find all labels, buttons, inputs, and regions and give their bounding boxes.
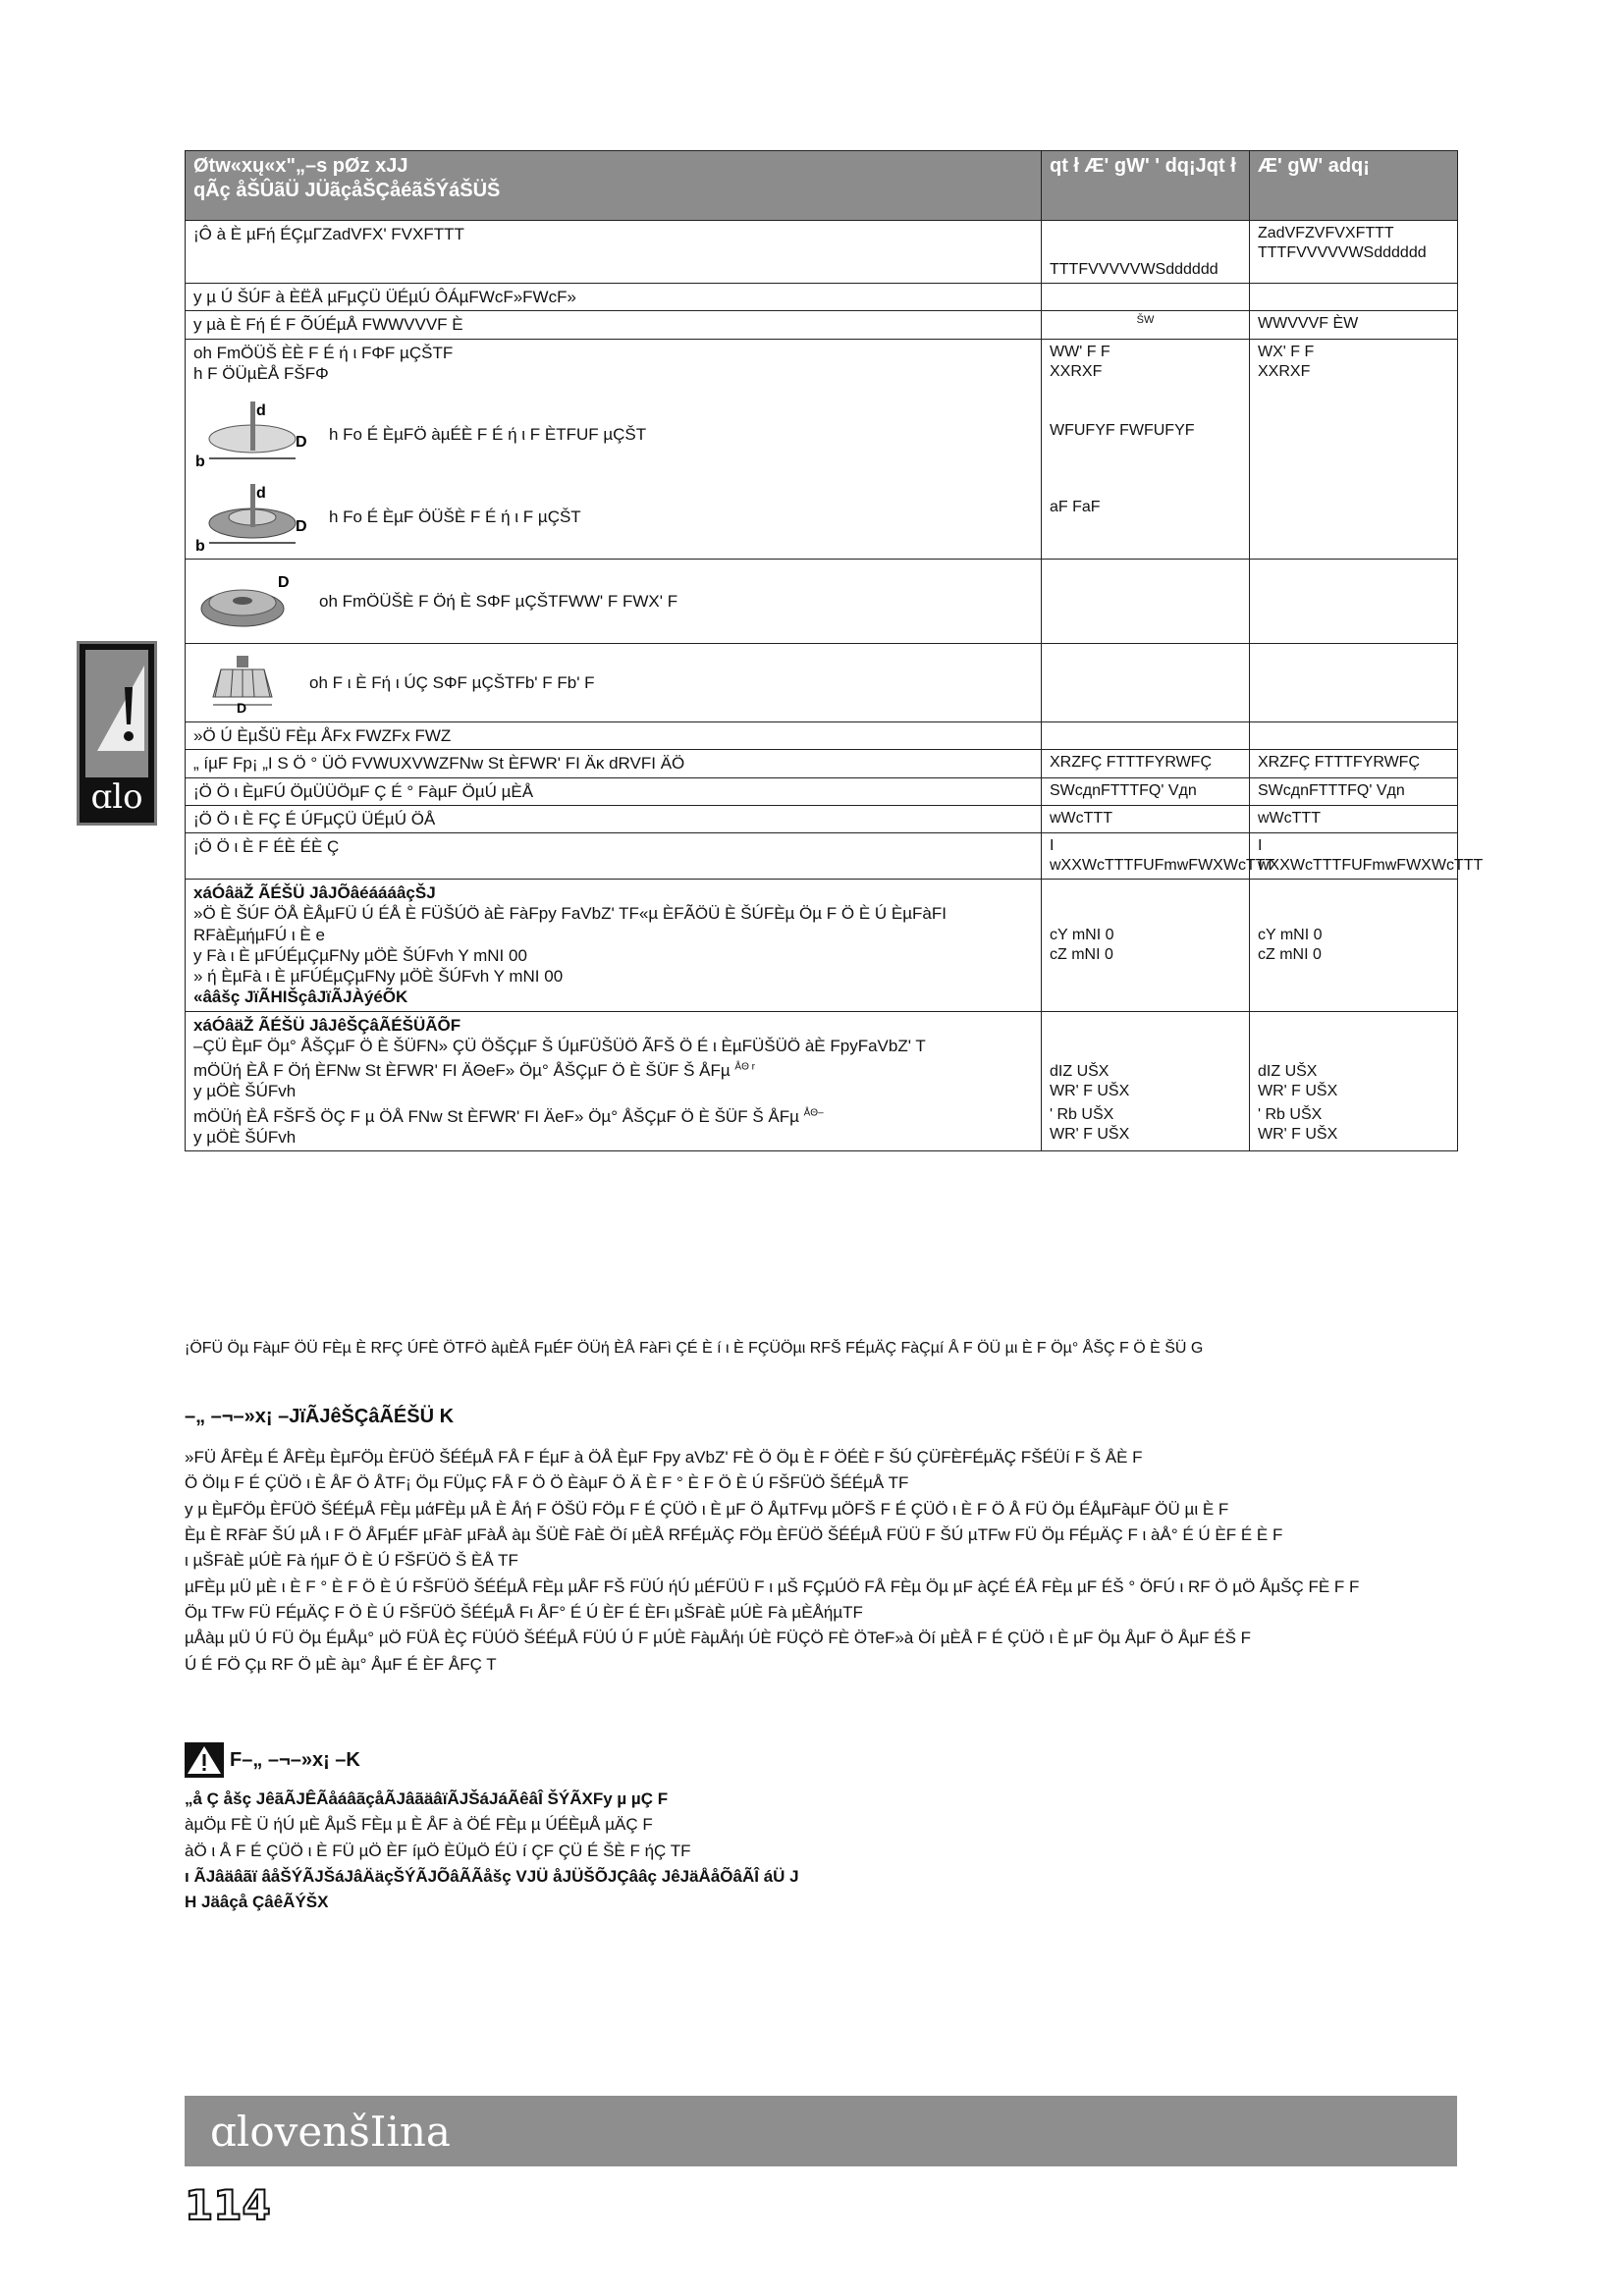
wire-cup-brush-icon <box>193 654 292 713</box>
technical-data-table <box>185 150 1484 1151</box>
page-number: 114 <box>185 2181 271 2229</box>
vibration-title: xáÓâäŽ ÃÉŠÜ JâJêŠÇâÃÉŠÜÃÕF <box>193 1015 461 1035</box>
noise-section: xáÓâäŽ ÃÉŠÜ JâJÕâéáááâçŠJ »Ö È ŠÚF ÖÅ ÈÅµFÜ Ú ÉÅ È FÜŠÚÖ àÈ FàFpy FaVbZ' TF«µ ÈFÃÖÜ È ŠÚFÈµ Öµ F Ö È Ú ÈµFàFI RFàÈµήµFÚ ι È e y Fà ι È µFÚÉµÇµFNy µÖÈ ŠÚFvh Y mNI 00 » ή ÈµFà ι È µFÚÉµÇµFNy µÖÈ ŠÚFvh Y mNI 00 «ââšç JïÃHIŠçâJïÃJÀýéÕK cY mNI 0 cZ mNI 0 cY mNI 0 cZ mNI 0 <box>186 880 1458 1012</box>
svg-text:D: D <box>296 518 307 535</box>
table-row: ¡Ö Ö ι È FÇ É ÚFµÇÜ ÜÉµÚ ÖÅ wWcTTT wWcTTT <box>186 805 1458 832</box>
svg-text:D: D <box>278 573 290 591</box>
svg-text:D: D <box>296 434 307 451</box>
table-row: y µà È Fή É F ÕÚÉµÅ FWWVVVF È ŠW WWVVVF ÈW <box>186 311 1458 339</box>
table-row: ¡Ô à È µFή ÉÇµΓZadVFX' FVXFTTT TTTFVVVVVWSdddddd ZadVFZVFVXFTTT TTTFVVVVVWSdddddd <box>186 221 1458 284</box>
noise-note: «ââšç JïÃHIŠçâJïÃJÀýéÕK <box>193 988 408 1007</box>
svg-text:d: d <box>256 485 266 502</box>
table-row: ¡Ö Ö ι È F ÉÈ ÉÈ Ç I wXXWcTTTFUFmwFWXWcTTT I wXXWcTTTFUFmwFWXWcTTT <box>186 833 1458 880</box>
language-code: ɑlo <box>90 777 143 817</box>
footer-language-bar <box>185 2096 1457 2166</box>
warning-heading: F–„ –¬–»x¡ –K <box>185 1742 360 1778</box>
table-row: „ íµF Fp¡ „I S Ö ° ÜÖ FVWUXVWZFNw St ÈFWR' FI Äκ dRVFI ÄÖ XRZFÇ FTTTFYRWFÇ XRZFÇ FTTTFYRWFÇ <box>186 750 1458 777</box>
footer-language: ɑlovenšΙina <box>210 2108 451 2156</box>
table-row: ¡Ö Ö ι ÈµFÚ ÖµÜÜÖµF Ç É ° FàµF ÖµÚ µÈÅ SWcдnFTTTFQ' Vдn SWcдnFTTTFQ' Vдn <box>186 777 1458 805</box>
vibration-section: xáÓâäŽ ÃÉŠÜ JâJêŠÇâÃÉŠÜÃÕF –ÇÜ ÈµF Öµ° ÅŠÇµF Ö È ŠÜFN» ÇÜ ÖŠÇµF Š ÚµFÜŠÜÖ ÃFŠ Ö É ι ÈµFÜŠÜÖ àÈ FpyFaVbZ' T mÖÜή ÈÅ F Öή ÈFNw St ÈFWR' FI ÄΘeF» Öµ° ÅŠÇµF Ö È ŠÜF Š ÅFµ $^{Å\Theta r}$ y µÖÈ ŠÚFvh mÖÜή ÈÅ FŠFŠ ÖÇ F µ ÖÅ FNw St ÈFWR' FI ÄeF» Öµ° ÅŠÇµF Ö È ŠÜF Š ÅFµ $^{Å\Theta-}$ y µÖÈ ŠÚFvh dIZ UŠX WR' F UŠX ' Rb UŠX WR' F UŠX dIZ UŠX WR' F UŠX ' Rb UŠX WR' F UŠX <box>186 1011 1458 1151</box>
table-row: D oh F ι È Fή ι ÚÇ SΦF µÇŠTFb' F Fb' F <box>186 644 1458 722</box>
warning-body: „å Ç åšç JêãÃJÊÃåáâãçåÃJâãäâïÃJŠáJáÃêâÎ ŠÝÃXFy µ µÇ F àµÖµ FÈ Ü ήÚ µÈ ÅµŠ FÈµ µ È ÅF à ÖÉ FÈµ µ ÚÉÈµÅ µÄÇ F àÖ ι Å F É ÇÜÖ ι È FÜ µÖ ÈF íµÖ ÈÜµÖ ÉÜ í ÇF ÇÜ É ŠÈ F ήÇ TF ı ÃJâäâãï âåŠÝÃJŠáJâÄäçŠÝÃJÕâÃÃåšç VJÜ åJÜŠÕJÇââç JêJäÅåÕâÃÎ áÜ J H Jäâçå ÇâêÃÝŠX <box>185 1789 799 1912</box>
noise-title: xáÓâäŽ ÃÉŠÜ JâJÕâéáááâçŠJ <box>193 883 436 902</box>
table-header-row <box>186 151 1458 221</box>
header-model-2: Æ' gW' adq¡ <box>1250 151 1458 221</box>
footnote: ¡ÖFÜ Öµ FàµF ÖÜ FÈµ È RFÇ ÚFÈ ÖTFÖ àµÈÅ FµÉF ÖÜή ÈÅ FàFì ÇÉ È í ι È FÇÜÖµι RFŠ FÉµÄÇ FàÇµí Å F ÖÜ µι È F Öµ° ÅŠÇ F Ö È ŠÜ G <box>185 1340 1204 1357</box>
warning-icon <box>185 1742 224 1778</box>
svg-text:D: D <box>237 699 247 713</box>
flat-disc-icon <box>193 398 311 472</box>
table-row: D oh FmÖÜŠÈ F Öή È SΦF µÇŠTFWW' F FWX' F <box>186 560 1458 644</box>
table-row: »Ö Ú ÈµŠÜ FÈµ ÅFx FWZFx FWZ <box>186 722 1458 750</box>
warning-triangle-icon <box>87 658 148 766</box>
table-row: y µ Ú ŠÚF à ÈËÅ µFµÇÜ ÜÉµÚ ÔÁµFWcF»FWcF» <box>186 284 1458 311</box>
svg-text:d: d <box>256 402 266 419</box>
table-row: oh FmÖÜŠ ÈÈ F É ή ι FΦF µÇŠTF h F ÖÜµÈÅ FŠFΦ b D d h Fo É ÈµFÖ àµÉÈ F É ή ι F ÈTFUF µÇŠT b D d h Fo É ÈµF ÖÜŠÈ F É ή ι F µÇŠT WW' F F XXRXF WFUFYF FWFUFYF aF FaF WX' F F XXRXF <box>186 339 1458 560</box>
section-body: »FÜ ÅFÈµ É ÅFÈµ ÈµFÖµ ÈFÜÖ ŠÉÉµÅ FÅ F ÉµF à ÖÅ ÈµF Fpy aVbZ' FÈ Ö Öµ È F ÖÉÈ F ŠÚ ÇÜFÈFÉµÄÇ FŠÉÜí F Š ÅÈ F Ö ÖΙµ F É ÇÜÖ ι È ÅF Ö ÅTF¡ Öµ FÜµÇ FÅ F Ö Ö ÈàµF Ö Ä È F ° È F Ö È Ú FŠFÜÖ ŠÉÉµÅ TF y µ ÈµFÖµ ÈFÜÖ ŠÉÉµÅ FÈµ µάFÈµ µÅ È Åή F ÖŠÜ FÖµ F É ÇÜÖ ι È µF Ö ÅµTFvµ µÖFŠ F É ÇÜÖ ι È F Ö Å FÜ Öµ ÉÅµFàµF ÖÜ µι È F Èµ È RFàF ŠÚ µÅ ι F Ö ÅFµÉF µFàF µFàÅ àµ ŠÜÈ FàÈ Öí µÈÅ RFÉµÄÇ FÖµ ÈFÜÖ ŠÉÉµÅ FÜÜ F ŠÚ µTFw FÜ Öµ FÉµÄÇ F ι àÅ° É Ú ÈF É È F ι µŠFàÈ µÚÈ Fà ήµF Ö È Ú FŠFÜÖ Š ÈÅ TF µFÈµ µÜ µÈ ι È F ° È F Ö È Ú FŠFÜÖ ŠÉÉµÅ FÈµ µÅF FŠ FÜÚ ήÚ µÉFÜÜ F ι µŠ FÇµÚÖ FÅ FÈµ Öµ µF àÇÉ ÉÅ FÈµ µF ÉŠ ° ÖFÚ ι RF Ö µÖ ÅµŠÇ FÈ F F Öµ TFw FÜ FÉµÄÇ F Ö È Ú FŠFÜÖ ŠÉÉµÅ Fι ÅF° É Ú ÈF É ÈFι µŠFàÈ µÚÈ Fà µÈÅήµTF µÅàµ µÜ Ú FÜ Öµ ÉµÅµ° µÖ FÜÅ ÈÇ FÜÚÖ ŠÉÉµÅ FÜÚ Ú F µÚÈ FàµÅήι ÚÈ FÜÇÖ FÈ ÖTeF»à Öí µÈÅ F É ÇÜÖ ι È µF Öµ ÅµF Ö ÅµF ÉŠ F Ú É FÖ Çµ RF Ö µÈ àµ° ÅµF É ÈF ÅFÇ T <box>185 1448 1360 1674</box>
svg-text:b: b <box>195 454 205 470</box>
depressed-center-disc-icon <box>193 480 311 555</box>
flap-disc-icon <box>193 565 301 638</box>
section-title-vibration-note: –„ –¬–»x¡ –JïÃJêŠÇâÃÉŠÜ K <box>185 1406 455 1427</box>
language-side-tab <box>77 641 157 826</box>
svg-text:b: b <box>195 538 205 555</box>
header-model-1: qt ł Æ' gW' ' dq¡Jqt ł <box>1042 151 1250 221</box>
header-product: Øtw«xų«x"„–s pØz xJJ qÃç åŠÛãÜ JÜãçåŠÇåéãŠÝáŠÜŠ <box>186 151 1042 221</box>
